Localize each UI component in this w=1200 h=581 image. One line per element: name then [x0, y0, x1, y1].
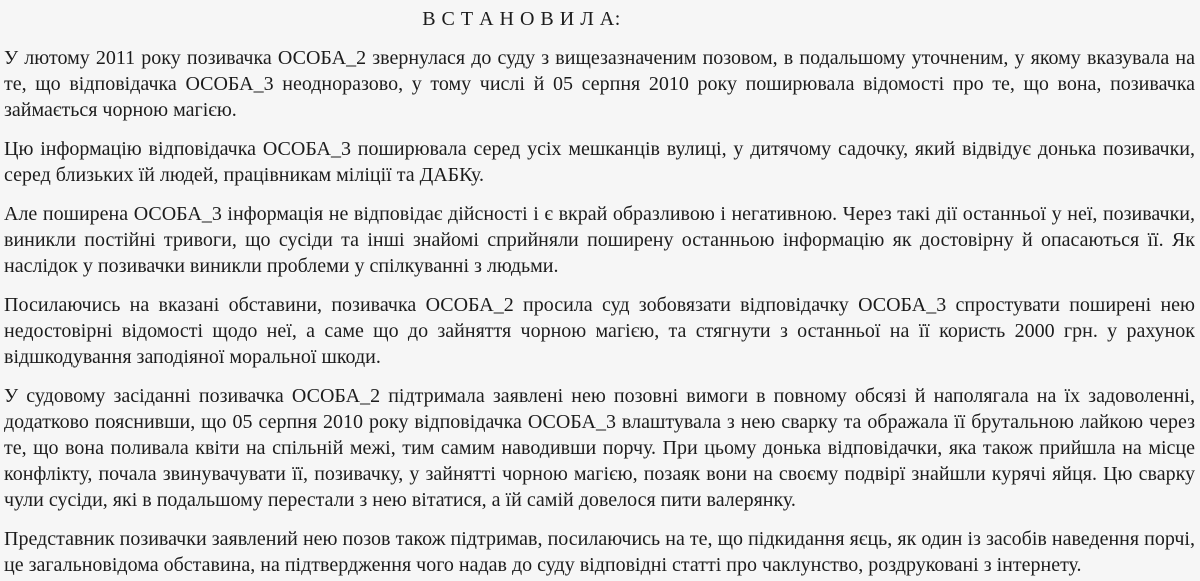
paragraph-claim-filed: У лютому 2011 року позивачка ОСОБА_2 звернулася до суду з вищезазначеним позовом, в подальшому уточненим, у якому вказувала на те, що відповідачка ОСОБА_3 неодноразово, у тому числі й 05 серпня 2010 року поширювала відомості про те, що вона, позивачка займається чорною магією.: [4, 47, 1195, 121]
paragraph-information-spread: Цю інформацію відповідачка ОСОБА_3 поширювала серед усіх мешканців вулиці, у дитячому садочку, який відвідує донька позивачки, серед близьких їй людей, працівникам міліції та ДАБКу.: [4, 138, 1195, 186]
paragraph-representative-support: Представник позивачки заявлений нею позов також підтримав, посилаючись на те, що підкидання яєць, як один із засобів наведення порчі, це загальновідома обставина, на підтвердження чого надав до суду відповідні статті про чаклунство, роздруковані з інтернету.: [4, 528, 1195, 576]
paragraph-claim-demands: Посилаючись на вказані обставини, позивачка ОСОБА_2 просила суд зобовязати відповідачку ОСОБА_3 спростувати поширені нею недостовірні відомості щодо неї, а саме що до зайняття чорною магією, та стягнути з останньої на її користь 2000 грн. у рахунок відшкодування заподіяної моральної шкоди.: [4, 294, 1195, 368]
document-title: В С Т А Н О В И Л А:: [422, 8, 621, 30]
paragraph-information-false: Але поширена ОСОБА_3 інформація не відповідає дійсності і є вкрай образливою і негативною. Через такі дії останньої у неї, позивачки, виникли постійні тривоги, що сусіди та інші знайомі сприйняли поширену останньою інформацію як достовірну й опасаються її. Як наслідок у позивачки виникли проблеми у спілкуванні з людьми.: [4, 203, 1195, 277]
paragraph-court-hearing: У судовому засіданні позивачка ОСОБА_2 підтримала заявлені нею позовні вимоги в повному обсязі й наполягала на їх задоволенні, додатково пояснивши, що 05 серпня 2010 року відповідачка ОСОБА_3 влаштувала з нею сварку та ображала її брутальною лайкою через те, що вона поливала квіти на спільній межі, тим самим наводивши порчу. При цьому донька відповідачки, яка також прийшла на місце конфлікту, почала звинувачувати її, позивачку, у зайнятті чорною магією, позаяк вони на своєму подвірї знайшли курячі яйця. Цю сварку чули сусіди, які в подальшому перестали з нею вітатися, а їй самій довелося пити валерянку.: [4, 385, 1195, 511]
